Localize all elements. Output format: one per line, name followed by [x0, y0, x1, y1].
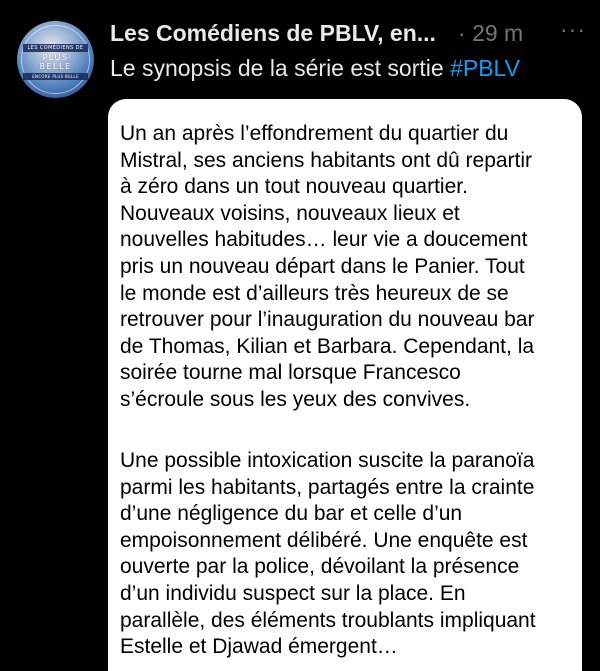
synopsis-line: ouverte par la police, dévoilant la présence — [120, 555, 520, 579]
tweet-meta — [458, 20, 523, 47]
author-name[interactable]: Les Comédiens de PBLV, en... — [110, 20, 436, 46]
synopsis-line: parmi les habitants, partagés entre la crainte — [120, 475, 535, 499]
synopsis-line: retrouver pour l’inauguration du nouveau bar — [120, 308, 535, 332]
synopsis-line: Un an après l’effondrement du quartier du — [120, 122, 509, 145]
synopsis-line: de Thomas, Kilian et Barbara. Cependant, la — [120, 334, 535, 358]
synopsis-line: Nouveaux voisins, nouveaux lieux et — [120, 201, 460, 225]
synopsis-line: soirée tourne mal lorsque Francesco — [120, 361, 461, 385]
avatar[interactable] — [17, 21, 94, 98]
synopsis-line: pris un nouveau départ dans le Panier. Tout — [120, 254, 525, 278]
synopsis-line: Une possible intoxication suscite la paranoïa — [120, 449, 535, 472]
avatar-text-bottom: ENCORE PLUS BELLE — [23, 73, 88, 80]
avatar-text-belle: BELLE — [39, 62, 72, 71]
media-image[interactable] — [108, 99, 582, 671]
synopsis-line: empoisonnement délibéré. Une enquête est — [120, 528, 528, 552]
synopsis-line: le monde est d’ailleurs très heureux de se — [120, 281, 509, 305]
meta-separator: · — [458, 20, 466, 46]
avatar-text-main — [17, 53, 94, 71]
timestamp[interactable]: 29 m — [472, 20, 524, 46]
synopsis-line: d’un individu suspect sur la place. En — [120, 581, 466, 605]
synopsis-paragraph-1 — [120, 121, 580, 414]
tweet-text — [110, 55, 520, 82]
synopsis-line: nouvelles habitudes… leur vie a doucement — [120, 228, 528, 252]
synopsis-line: Mistral, ses anciens habitants ont dû repartir — [120, 148, 533, 172]
avatar-text-top: LES COMÉDIENS DE — [23, 44, 88, 52]
synopsis-line: s’écroule sous les yeux des convives. — [120, 387, 471, 411]
tweet-header — [110, 18, 588, 52]
synopsis-line: d’une négligence du bar et celle d’un — [120, 502, 463, 526]
synopsis-line: parallèle, des éléments troublants impliquant — [120, 608, 536, 632]
hashtag-link[interactable]: #PBLV — [450, 55, 520, 81]
avatar-text-plus: PLUS — [42, 53, 69, 62]
tweet-text-body: Le synopsis de la série est sortie — [110, 55, 451, 81]
synopsis-paragraph-2 — [120, 448, 580, 661]
more-options-icon[interactable]: ··· — [560, 16, 586, 42]
synopsis-line: Estelle et Djawad émergent… — [120, 635, 398, 659]
synopsis-line: à zéro dans un tout nouveau quartier. — [120, 175, 468, 199]
